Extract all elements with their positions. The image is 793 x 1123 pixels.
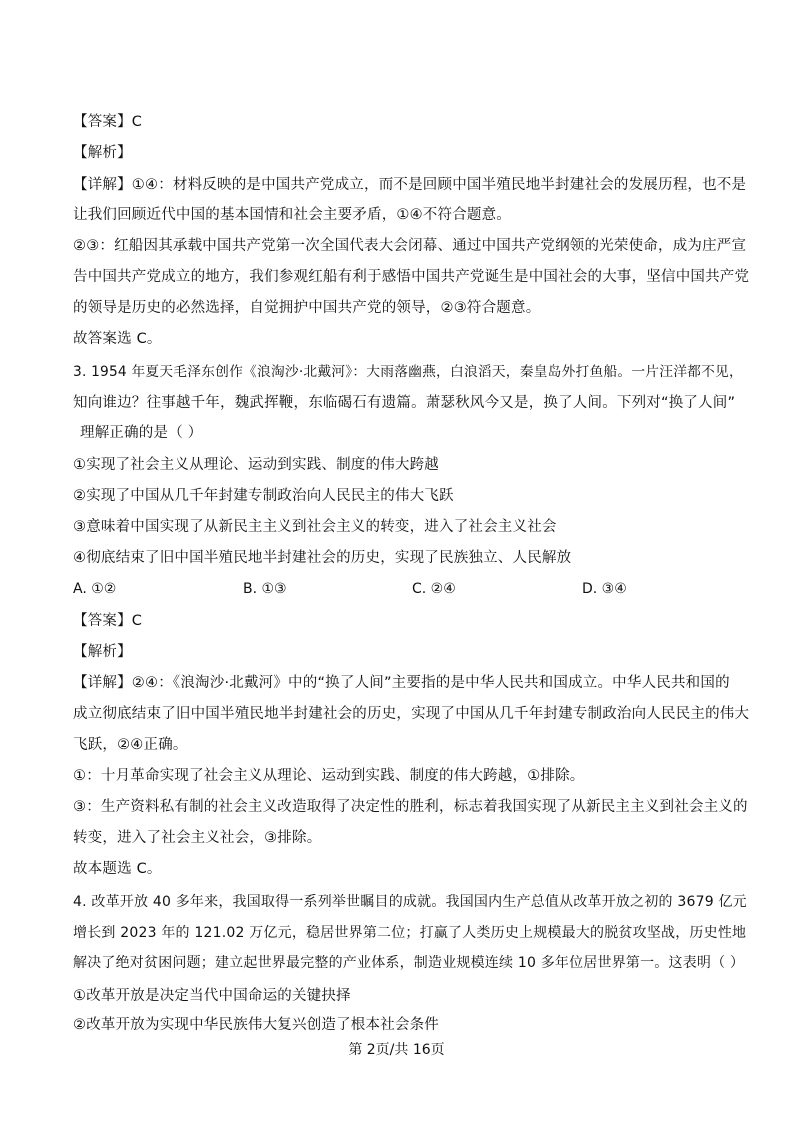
q3-statement: ①实现了社会主义从理论、运动到实践、制度的伟大跨越 [73,457,439,473]
q3-statement: ③意味着中国实现了从新民主主义到社会主义的转变，进入了社会主义社会 [73,519,557,535]
q2-detail-line: 【详解】①④：材料反映的是中国共产党成立，而不是回顾中国半殖民地半封建社会的发展历程，也不是 [73,177,747,193]
q3-detail-line: 飞跃，②④正确。 [73,737,188,753]
q2-detail-line: ②③：红船因其承载中国共产党第一次全国代表大会闭幕、通过中国共产党纲领的光荣使命，成为庄严宣 [73,238,747,254]
q3-detail-line: 【详解】②④：《浪淘沙·北戴河》中的“换了人间”主要指的是中华人民共和国成立。中华人民共和国的 [73,675,730,691]
q3-conclusion: 故本题选 C。 [73,861,162,877]
q3-answer: 【答案】C [73,613,143,629]
q4-statement: ②改革开放为实现中华民族伟大复兴创造了根本社会条件 [73,1017,439,1033]
q2-detail-line: 告中国共产党成立的地方，我们参观红船有利于感悟中国共产党诞生是中国社会的大事，坚信中国共产党 [73,269,750,285]
q3-option-d: D. ③④ [582,581,627,597]
q3-statement: ④彻底结束了旧中国半殖民地半封建社会的历史，实现了民族独立、人民解放 [73,550,572,566]
q3-stem-line: 3. 1954 年夏天毛泽东创作《浪淘沙·北戴河》：大雨落幽燕，白浪滔天，秦皇岛外打鱼船。一片汪洋都不见， [73,364,743,380]
q3-detail-line: 成立彻底结束了旧中国半殖民地半封建社会的历史，实现了中国从几千年封建专制政治向人民民主的伟大 [73,706,750,722]
q3-stem-line: 理解正确的是（ ） [80,425,203,441]
q2-detail-line: 的领导是历史的必然选择，自觉拥护中国共产党的领导，②③符合题意。 [73,300,541,316]
page-number-footer: 第 2页/共 16页 [348,1042,445,1058]
q3-option-a: A. ①② [73,581,117,597]
q3-option-b: B. ①③ [243,581,287,597]
q2-answer: 【答案】C [73,114,143,130]
q3-stem-line: 知向谁边？往事越千年，魏武挥鞭，东临碣石有遗篇。萧瑟秋风今又是，换了人间。下列对“换了人间” [73,395,736,411]
q2-detail-line: 让我们回顾近代中国的基本国情和社会主要矛盾，①④不符合题意。 [73,207,511,223]
q2-conclusion: 故答案选 C。 [73,331,162,347]
q3-detail-line: 转变，进入了社会主义社会，③排除。 [73,830,322,846]
q4-statement: ①改革开放是决定当代中国命运的关键抉择 [73,988,351,1004]
q4-stem-line: 解决了绝对贫困问题；建立起世界最完整的产业体系，制造业规模连续 10 多年位居世界第一。这表明（ ） [73,955,745,971]
q3-statement: ②实现了中国从几千年封建专制政治向人民民主的伟大飞跃 [73,488,454,504]
q3-option-c: C. ②④ [412,581,456,597]
q2-analysis-heading: 【解析】 [73,145,132,161]
q3-detail-line: ③：生产资料私有制的社会主义改造取得了决定性的胜利，标志着我国实现了从新民主主义到社会主义的 [73,799,748,815]
q3-detail-line: ①：十月革命实现了社会主义从理论、运动到实践、制度的伟大跨越，①排除。 [73,768,585,784]
q3-analysis-heading: 【解析】 [73,644,132,660]
q4-stem-line: 4. 改革开放 40 多年来，我国取得一系列举世瞩目的成就。我国国内生产总值从改革开放之初的 3679 亿元 [73,894,747,910]
q4-stem-line: 增长到 2023 年的 121.02 万亿元，稳居世界第二位；打赢了人类历史上规模最大的脱贫攻坚战，历史性地 [73,925,747,941]
